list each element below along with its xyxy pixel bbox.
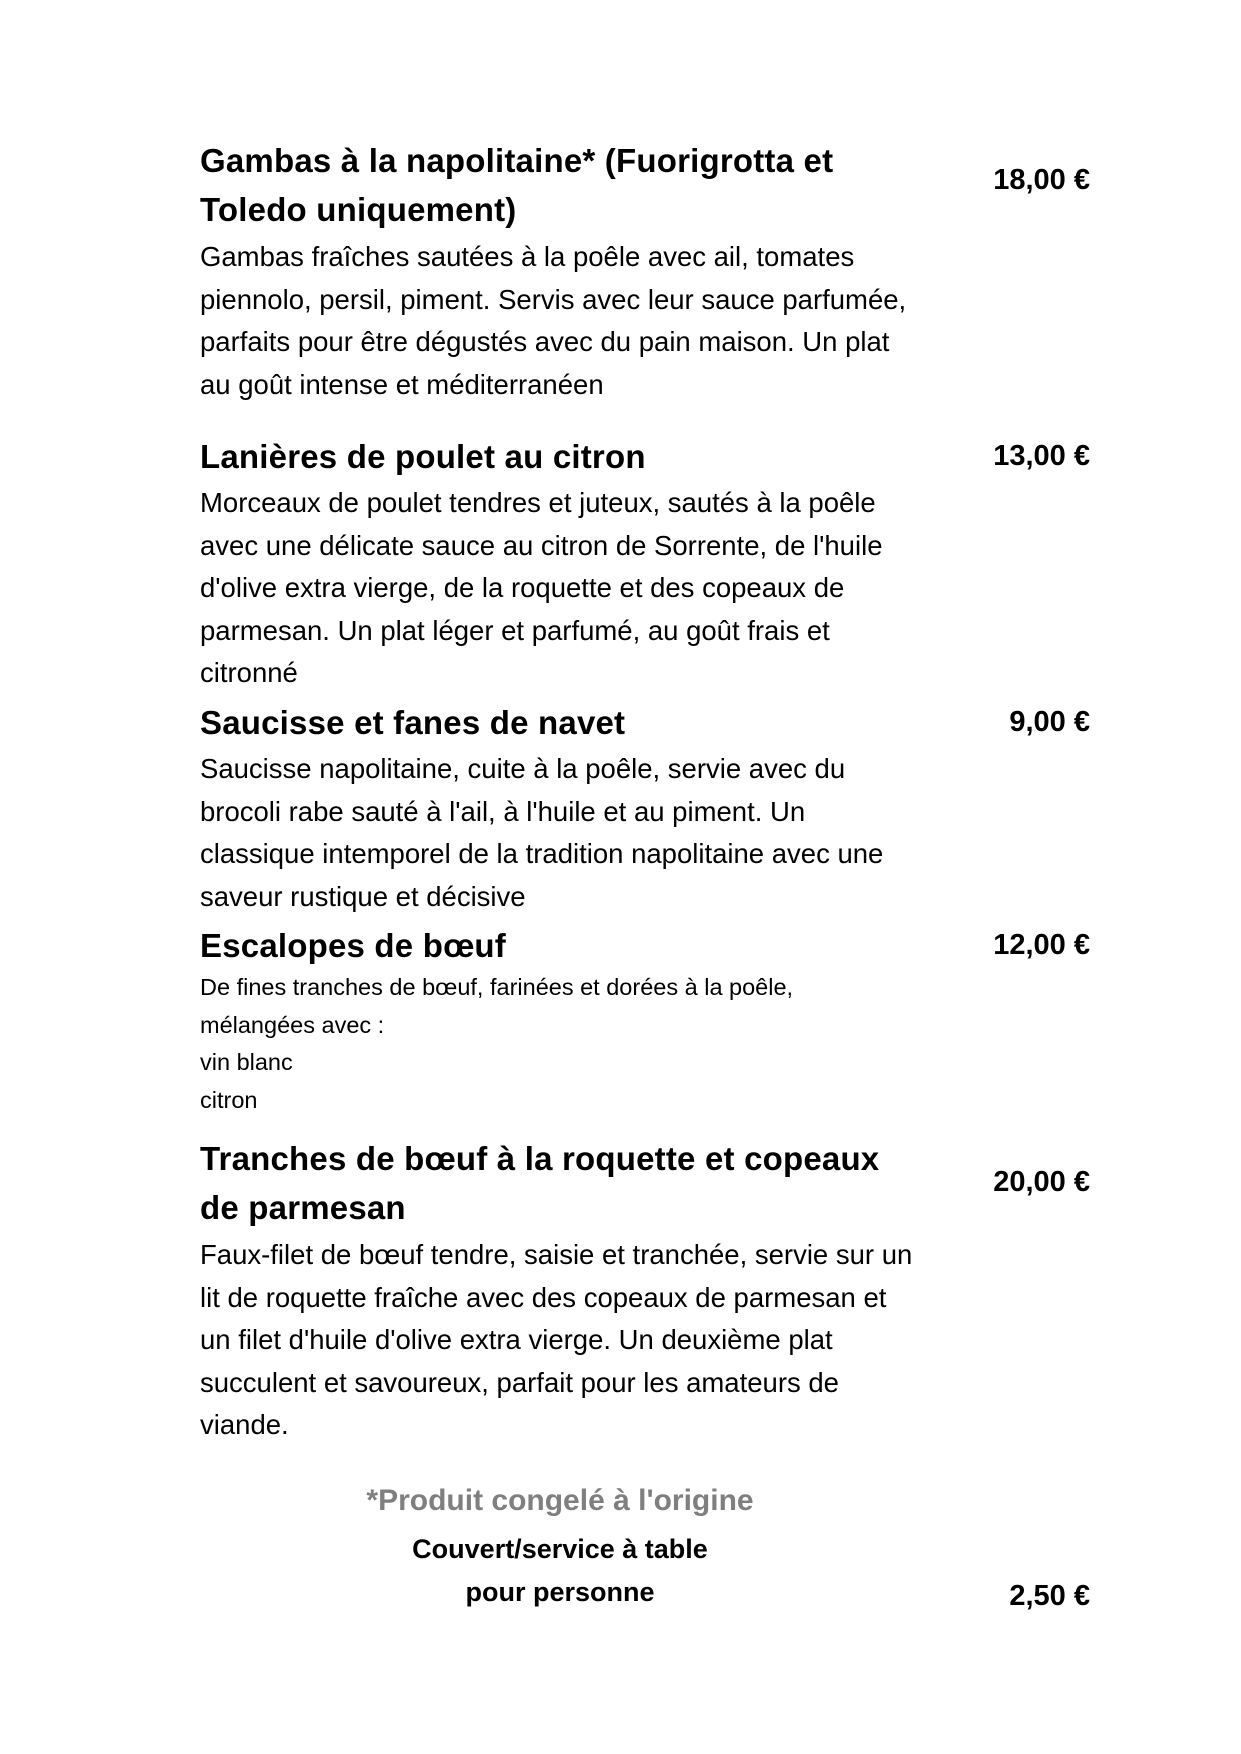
item-name: Gambas à la napolitaine* (Fuorigrotta et Toledo uniquement) <box>200 142 834 228</box>
item-description <box>200 969 920 1119</box>
item-name: Tranches de bœuf à la roquette et copeaux de parmesan <box>200 1140 880 1226</box>
description-line: vin blanc <box>200 1049 293 1075</box>
description-line: De fines tranches de bœuf, farinées et dorées à la poêle, <box>200 974 794 1000</box>
item-name: Saucisse et fanes de navet <box>200 704 626 741</box>
table-service-label <box>200 1528 920 1614</box>
item-price: 9,00 € <box>1009 706 1090 738</box>
item-name: Escalopes de bœuf <box>200 927 506 964</box>
table-service-price: 2,50 € <box>1009 1580 1090 1612</box>
table-service-line: Couvert/service à table <box>412 1534 708 1564</box>
item-name: Lanières de poulet au citron <box>200 438 646 475</box>
frozen-product-note: *Produit congelé à l'origine <box>366 1484 754 1517</box>
item-price: 20,00 € <box>993 1166 1090 1198</box>
item-description: Saucisse napolitaine, cuite à la poêle, servie avec du brocoli rabe sauté à l'ail, à l'huile et au piment. Un classique intemporel de la tradition napolitaine avec une saveur rustique et décisive <box>200 753 884 912</box>
item-price: 18,00 € <box>993 164 1090 196</box>
item-description: Faux-filet de bœuf tendre, saisie et tranchée, servie sur un lit de roquette fraîche avec des copeaux de parmesan et un filet d'huile d'olive extra vierge. Un deuxième plat succulent et savoureux, parfait pour les amateurs de viande. <box>200 1239 913 1440</box>
table-service-line: pour personne <box>465 1577 655 1607</box>
item-price: 13,00 € <box>993 440 1090 472</box>
item-description: Morceaux de poulet tendres et juteux, sautés à la poêle avec une délicate sauce au citron de Sorrente, de l'huile d'olive extra vierge, de la roquette et des copeaux de parmesan. Un plat léger et parfumé, au goût frais et citronné <box>200 487 883 688</box>
item-description: Gambas fraîches sautées à la poêle avec ail, tomates piennolo, persil, piment. Servis avec leur sauce parfumée, parfaits pour être dégustés avec du pain maison. Un plat au goût intense et méditerranéen <box>200 241 907 400</box>
description-line: mélangées avec : <box>200 1011 385 1038</box>
description-line: citron <box>200 1086 258 1113</box>
item-price: 12,00 € <box>993 929 1090 961</box>
